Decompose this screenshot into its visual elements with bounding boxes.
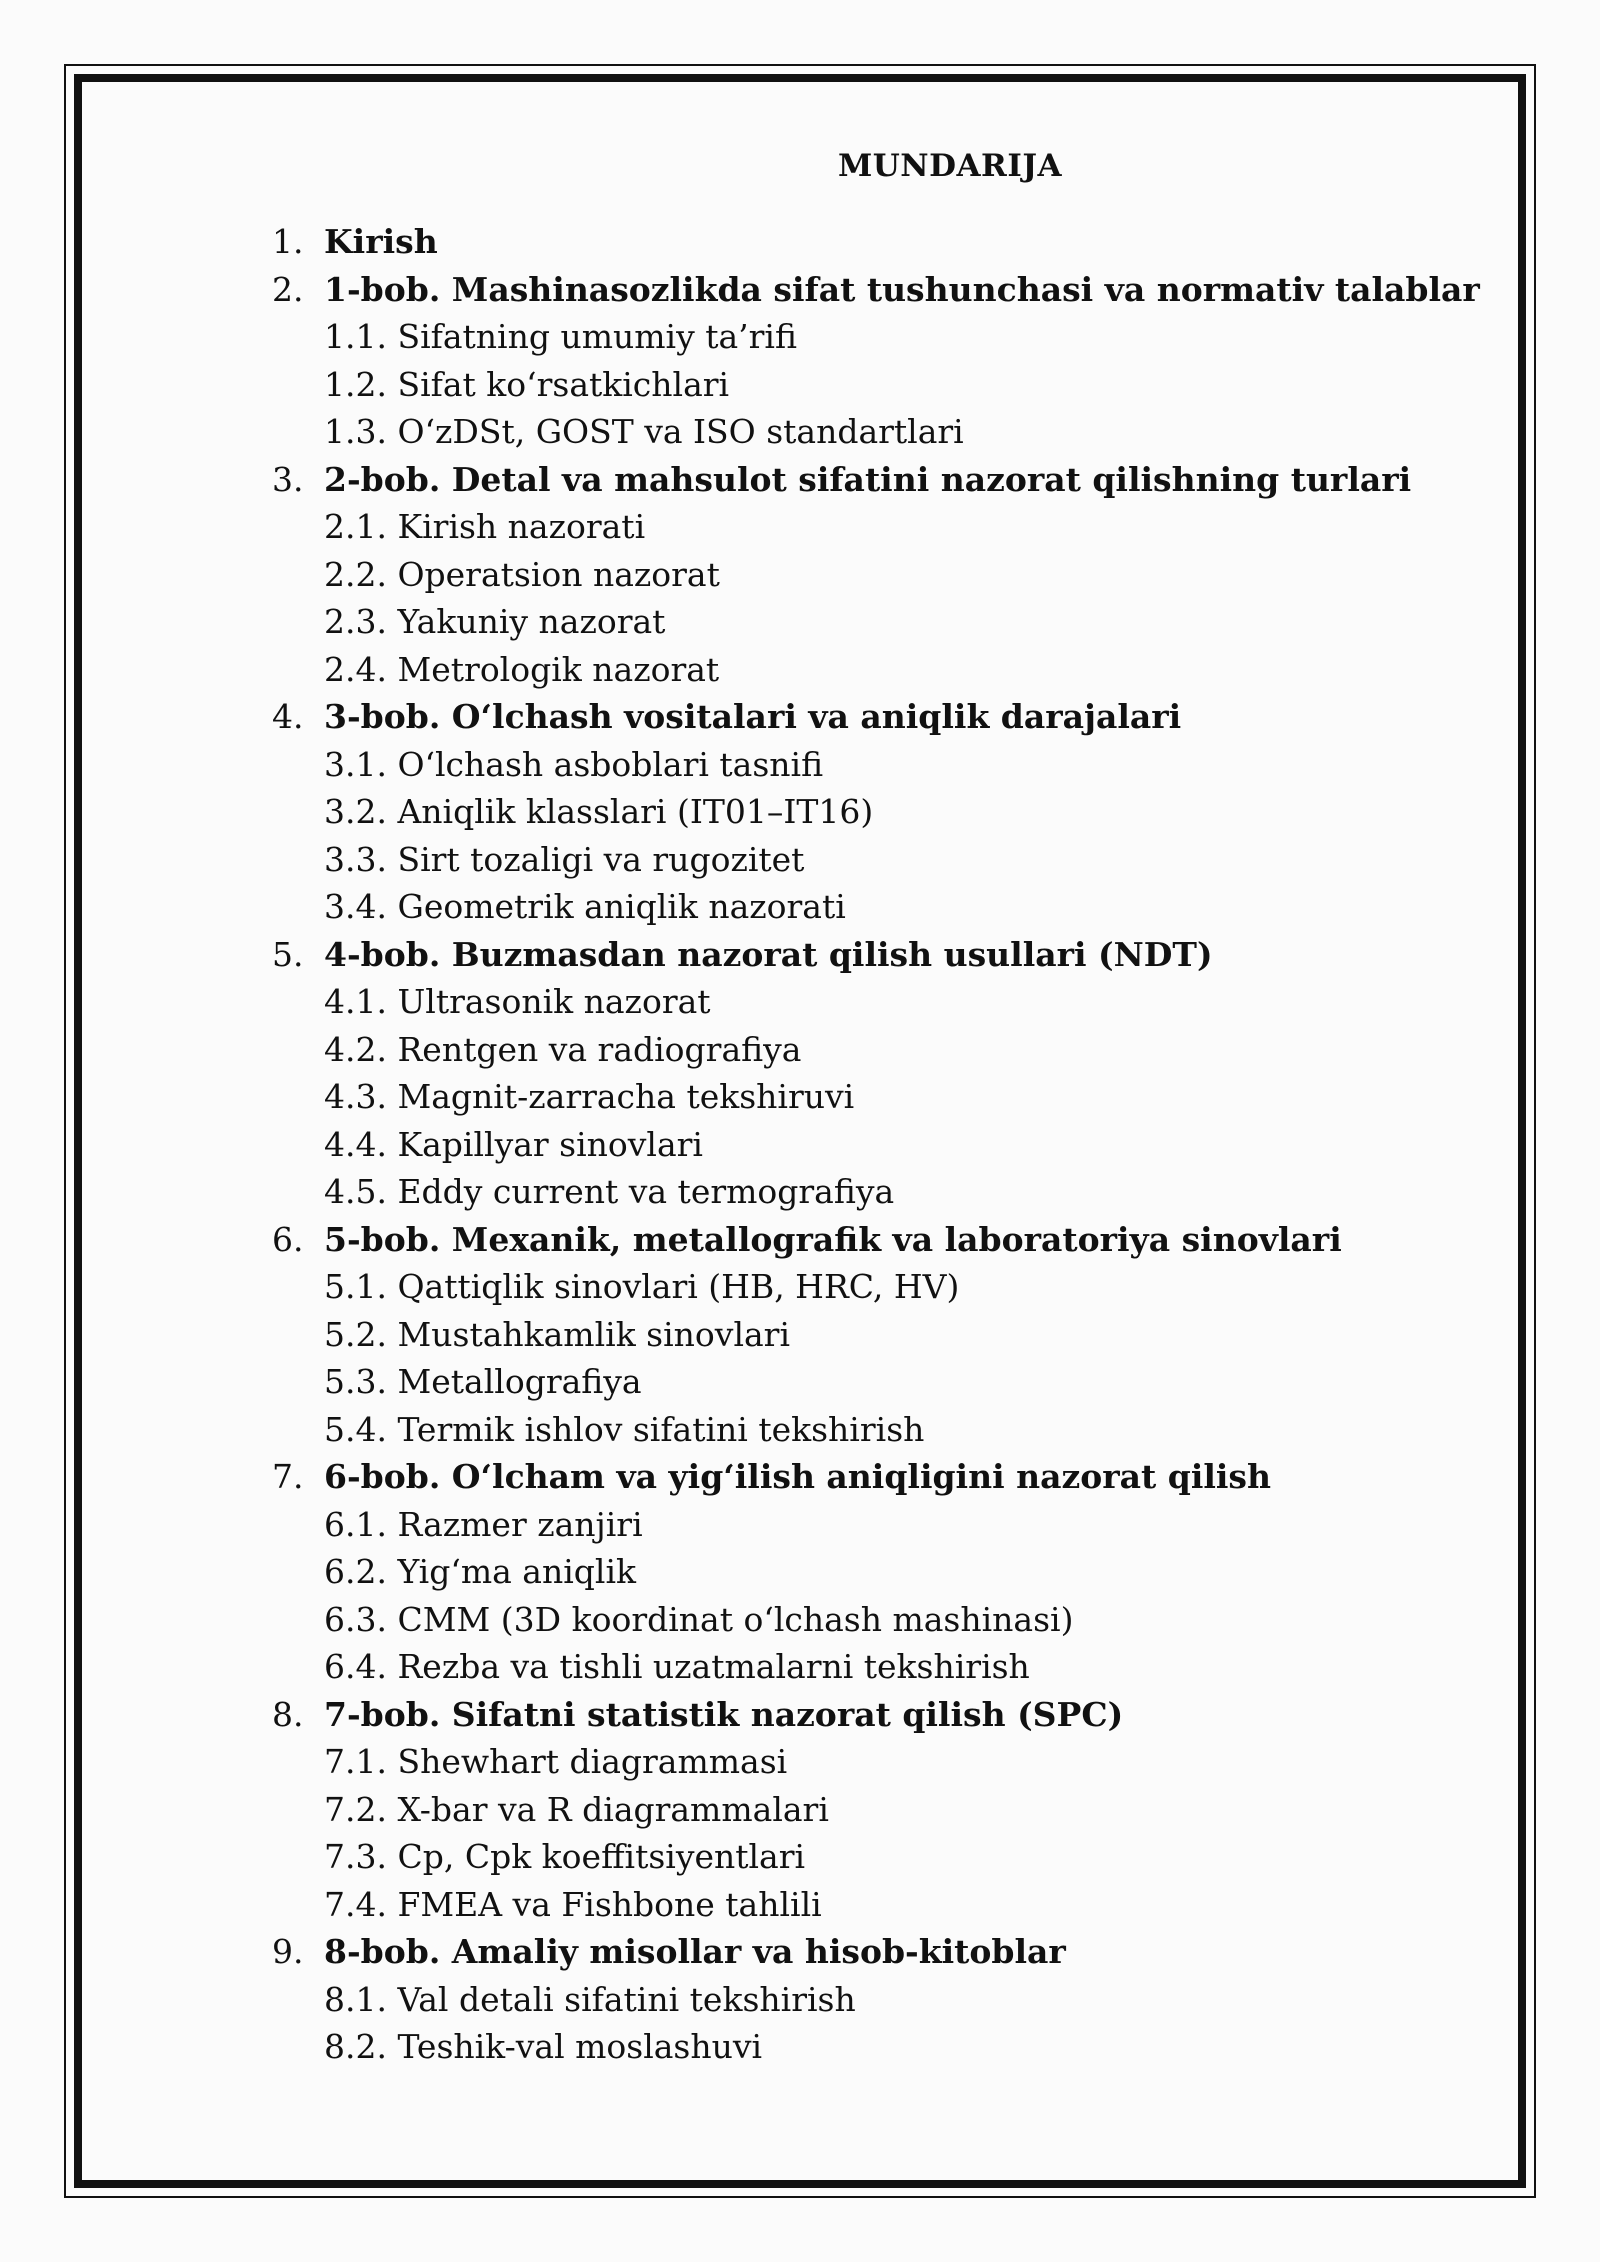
toc-chapter-item xyxy=(272,1928,1422,1976)
toc-section-title: 4.1. Ultrasonik nazorat xyxy=(324,982,711,1021)
toc-chapter-item xyxy=(272,218,1422,266)
toc-chapter-number: 5. xyxy=(272,934,304,974)
toc-section-item xyxy=(272,788,1422,836)
toc-section-title: 4.2. Rentgen va radiografiya xyxy=(324,1029,802,1069)
toc-chapter-title: 5-bob. Mexanik, metallografik va laboratoriya sinovlari xyxy=(324,1219,1342,1259)
toc-chapter-number: 3. xyxy=(272,459,304,499)
toc-section-title: 5.3. Metallografiya xyxy=(324,1362,642,1401)
toc-chapter-number: 8. xyxy=(272,1694,304,1734)
toc-section-item xyxy=(272,836,1422,884)
toc-chapter-title: 1-bob. Mashinasozlikda sifat tushunchasi va normativ talablar xyxy=(324,269,1480,309)
toc-section-item xyxy=(272,978,1422,1026)
toc-section-item xyxy=(272,1501,1422,1549)
page-title: MUNDARIJA xyxy=(837,148,1063,184)
toc-chapter-number: 9. xyxy=(272,1932,304,1971)
toc-section-item xyxy=(272,1833,1422,1881)
toc-section-item xyxy=(272,408,1422,456)
table-of-contents xyxy=(272,218,1480,2071)
toc-section-item xyxy=(272,1596,1422,1644)
toc-section-title: 7.4. FMEA va Fishbone tahlili xyxy=(324,1884,822,1924)
toc-section-item xyxy=(272,313,1422,361)
toc-chapter-item xyxy=(272,931,1422,979)
toc-section-item xyxy=(272,883,1422,931)
toc-chapter-title: 3-bob. O‘lchash vositalari va aniqlik darajalari xyxy=(324,697,1182,736)
toc-section-title: 3.2. Aniqlik klasslari (IT01–IT16) xyxy=(324,792,874,831)
toc-section-item xyxy=(272,1121,1422,1169)
toc-section-title: 7.3. Cp, Cpk koeffitsiyentlari xyxy=(324,1837,806,1876)
toc-section-title: 5.4. Termik ishlov sifatini tekshirish xyxy=(324,1409,925,1449)
toc-chapter-title: Kirish xyxy=(324,222,438,261)
toc-section-title: 4.5. Eddy current va termografiya xyxy=(324,1172,895,1211)
toc-chapter-item xyxy=(272,693,1422,741)
toc-section-item xyxy=(272,1786,1422,1834)
toc-section-title: 2.1. Kirish nazorati xyxy=(324,507,646,546)
toc-section-title: 2.3. Yakuniy nazorat xyxy=(324,602,666,641)
toc-section-title: 3.4. Geometrik aniqlik nazorati xyxy=(324,887,846,926)
toc-section-title: 2.2. Operatsion nazorat xyxy=(324,554,720,594)
toc-section-item xyxy=(272,1738,1422,1786)
toc-chapter-number: 6. xyxy=(272,1219,304,1259)
toc-section-title: 5.1. Qattiqlik sinovlari (HB, HRC, HV) xyxy=(324,1267,960,1306)
toc-chapter-title: 8-bob. Amaliy misollar va hisob-kitoblar xyxy=(324,1932,1066,1971)
toc-section-item xyxy=(272,361,1422,409)
toc-section-item xyxy=(272,1358,1422,1406)
toc-section-item xyxy=(272,1548,1422,1596)
toc-section-item xyxy=(272,646,1422,694)
toc-section-title: 6.3. CMM (3D koordinat o‘lchash mashinasi) xyxy=(324,1599,1074,1639)
toc-chapter-item xyxy=(272,1691,1422,1739)
toc-chapter-title: 7-bob. Sifatni statistik nazorat qilish (SPC) xyxy=(324,1694,1124,1734)
toc-section-item xyxy=(272,1976,1422,2024)
toc-section-title: 4.3. Magnit-zarracha tekshiruvi xyxy=(324,1077,855,1116)
toc-chapter-title: 4-bob. Buzmasdan nazorat qilish usullari (NDT) xyxy=(324,934,1213,974)
toc-section-title: 4.4. Kapillyar sinovlari xyxy=(324,1124,703,1164)
toc-chapter-item xyxy=(272,266,1480,314)
toc-chapter-number: 2. xyxy=(272,269,304,309)
toc-section-item xyxy=(272,1026,1422,1074)
toc-chapter-number: 7. xyxy=(272,1457,304,1496)
toc-section-item xyxy=(272,741,1422,789)
toc-section-item xyxy=(272,503,1422,551)
toc-section-title: 6.1. Razmer zanjiri xyxy=(324,1504,643,1544)
toc-section-item xyxy=(272,1311,1422,1359)
toc-section-title: 7.1. Shewhart diagrammasi xyxy=(324,1742,788,1781)
toc-section-item xyxy=(272,1073,1422,1121)
toc-section-title: 7.2. X-bar va R diagrammalari xyxy=(324,1789,829,1829)
toc-chapter-item xyxy=(272,1216,1422,1264)
toc-chapter-item xyxy=(272,1453,1422,1501)
toc-section-item xyxy=(272,2023,1422,2071)
toc-section-title: 6.4. Rezba va tishli uzatmalarni tekshirish xyxy=(324,1647,1030,1686)
toc-section-title: 6.2. Yig‘ma aniqlik xyxy=(324,1552,637,1591)
toc-section-item xyxy=(272,551,1422,599)
toc-chapter-title: 2-bob. Detal va mahsulot sifatini nazorat qilishning turlari xyxy=(324,459,1412,499)
toc-section-item xyxy=(272,1881,1422,1929)
toc-chapter-item xyxy=(272,456,1422,504)
toc-section-title: 8.1. Val detali sifatini tekshirish xyxy=(324,1979,856,2019)
toc-section-title: 8.2. Teshik-val moslashuvi xyxy=(324,2027,763,2066)
toc-chapter-number: 1. xyxy=(272,222,304,261)
toc-section-title: 1.3. O‘zDSt, GOST va ISO standartlari xyxy=(324,412,964,451)
toc-chapter-number: 4. xyxy=(272,697,304,736)
toc-section-item xyxy=(272,598,1422,646)
toc-section-item xyxy=(272,1168,1422,1216)
toc-section-item xyxy=(272,1263,1422,1311)
toc-section-item xyxy=(272,1406,1422,1454)
toc-section-title: 1.2. Sifat ko‘rsatkichlari xyxy=(324,364,730,404)
toc-section-title: 3.3. Sirt tozaligi va rugozitet xyxy=(324,839,805,879)
toc-chapter-title: 6-bob. O‘lcham va yig‘ilish aniqligini nazorat qilish xyxy=(324,1457,1271,1496)
toc-section-title: 1.1. Sifatning umumiy ta’rifi xyxy=(324,317,797,356)
toc-section-title: 5.2. Mustahkamlik sinovlari xyxy=(324,1314,790,1354)
toc-section-title: 3.1. O‘lchash asboblari tasnifi xyxy=(324,744,824,784)
toc-section-title: 2.4. Metrologik nazorat xyxy=(324,649,720,689)
toc-section-item xyxy=(272,1643,1422,1691)
